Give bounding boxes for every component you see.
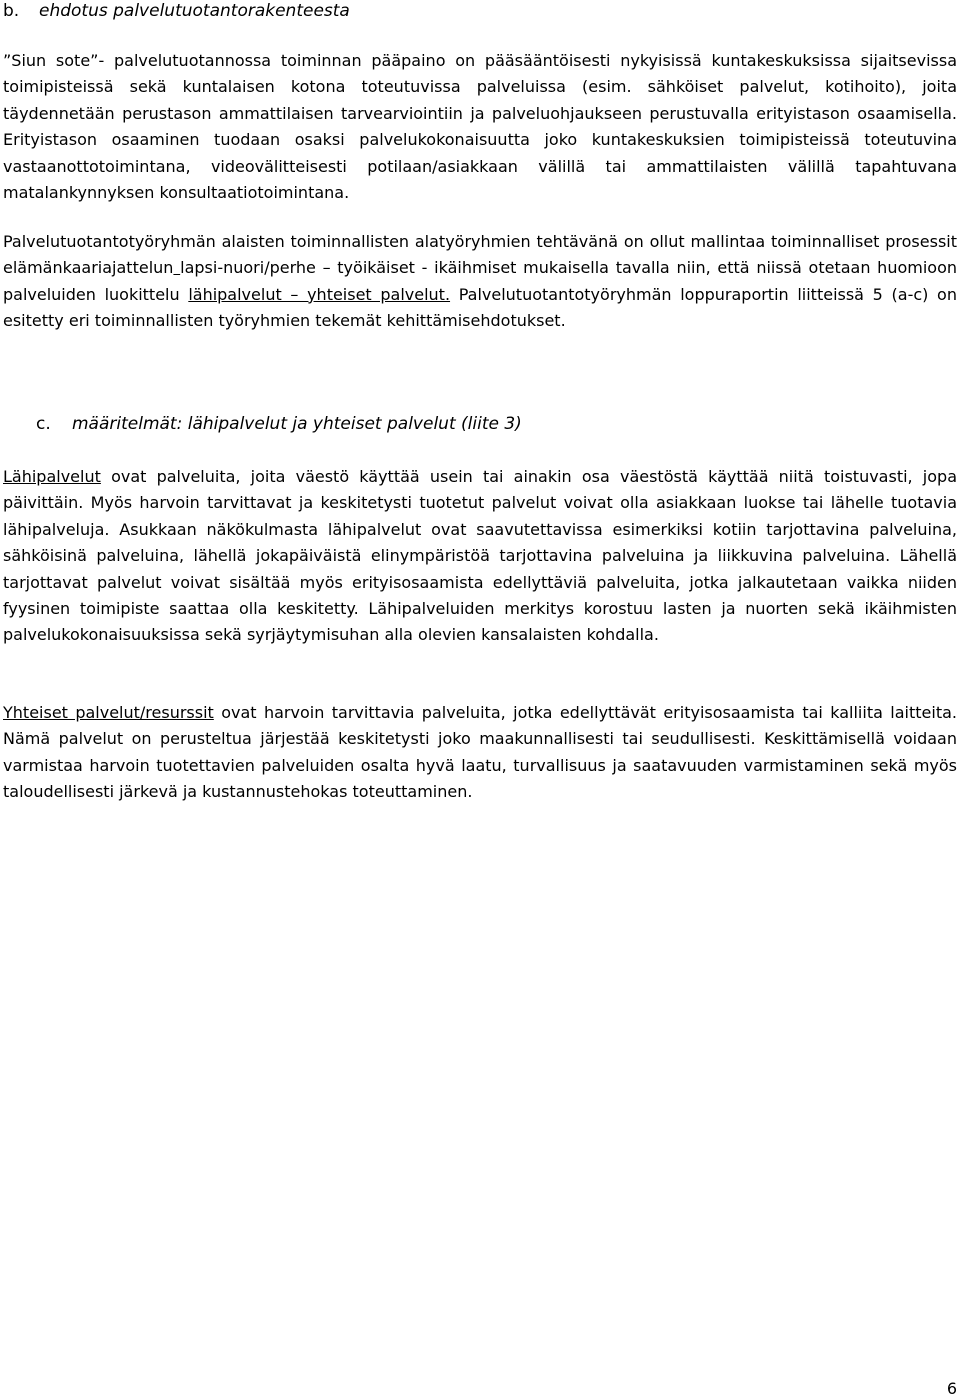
paragraph-text-part1: Palvelutuotantotyöryhmän alaisten toiminnallisten alatyöryhmien tehtävänä on ollut mallintaa toiminnalliset prosessit elämänkaariajattelun bbox=[3, 232, 957, 278]
section-title-b: ehdotus palvelutuotantorakenteesta bbox=[39, 1, 350, 21]
section-label-b: b. bbox=[3, 1, 20, 21]
paragraph-text: ”Siun sote”- palvelutuotannossa toiminnan pääpaino on pääsääntöisesti nykyisissä kuntakeskuksissa sijaitsevissa toimipisteissä sekä kuntalaisen kotona toteutuvissa palveluissa (esim. sähköiset palvelut, kotihoito), joita täydennetään perustason ammattilaisen tarvearviointiin ja palveluohjaukseen perustuvalla erityistason osaamisella. Erityistason osaaminen tuodaan osaksi palvelukokonaisuutta joko kuntakeskuksien toimipisteissä toteutuvina vastaanottotoimintana, videovälitteisesti potilaan/asiakkaan välillä tai ammattilaisten välillä tapahtuvana matalankynnyksen konsultaatiotoimintana. bbox=[3, 51, 957, 203]
paragraph-text: ovat palveluita, joita väestö käyttää usein tai ainakin osa väestöstä käyttää niitä toistuvasti, jopa päivittäin. Myös harvoin tarvittavat ja keskitetysti tuotetut palvelut voivat olla asiakkaan luokse tai lähelle tuotavia lähipalveluja. Asukkaan näkökulmasta lähipalvelut ovat saavutettavissa esimerkiksi kotiin tarjottavina palveluina, sähköisinä palveluina, lähellä jokapäiväistä elinympäristöä tarjottavina palveluina ja liikkuvina palveluina. Lähellä tarjottavat palvelut voivat sisältää myös erityisosaamista edellyttäviä palveluita, jotka jalkautetaan vaikka niiden fyysinen toimipiste saattaa olla keskitetty. Lähipalveluiden merkitys korostuu lasten ja nuorten sekä ikäihmisten palvelukokonaisuuksissa sekä syrjäytymisuhan alla olevien kansalaisten kohdalla. bbox=[3, 467, 957, 645]
term-yhteiset-palvelut: Yhteiset palvelut/resurssit bbox=[3, 703, 214, 722]
section-title-c: määritelmät: lähipalvelut ja yhteiset palvelut (liite 3) bbox=[72, 414, 522, 434]
underlined-classification: lähipalvelut – yhteiset palvelut. bbox=[188, 284, 451, 304]
section-label-c: c. bbox=[36, 414, 51, 434]
page-number: 6 bbox=[946, 1379, 957, 1398]
paragraph-text: ovat harvoin tarvittavia palveluita, jotka edellyttävät erityisosaamista tai kalliita laitteita. Nämä palvelut on perusteltua järjestää keskitetysti joko maakunnallisesti tai seudullisesti. Keskittämisellä voidaan varmistaa harvoin tuotettavien palveluiden osalta hyvä laatu, turvallisuus ja saatavuuden varmistaminen sekä myös taloudellisesti järkevä ja kustannustehokas toteuttaminen. bbox=[3, 703, 958, 802]
paragraph-shared-services bbox=[3, 700, 957, 806]
paragraph-working-groups bbox=[3, 229, 957, 335]
paragraph-text-part2: lapsi-nuori/perhe – työikäiset - ikäihmiset mukaisella tavalla niin, että niissä otetaan huomioon palveluiden luokittelu bbox=[3, 258, 957, 304]
paragraph-text-part3: Palvelutuotantotyöryhmän loppuraportin liitteissä 5 (a-c) on esitetty eri toiminnallisten työryhmien tekemät kehittämisehdotukset. bbox=[3, 284, 957, 331]
section-heading-b bbox=[3, 0, 350, 22]
section-heading-c bbox=[36, 413, 522, 435]
paragraph-local-services bbox=[3, 464, 957, 649]
paragraph-service-production bbox=[3, 48, 957, 206]
term-lahipalvelut: Lähipalvelut bbox=[3, 467, 101, 486]
